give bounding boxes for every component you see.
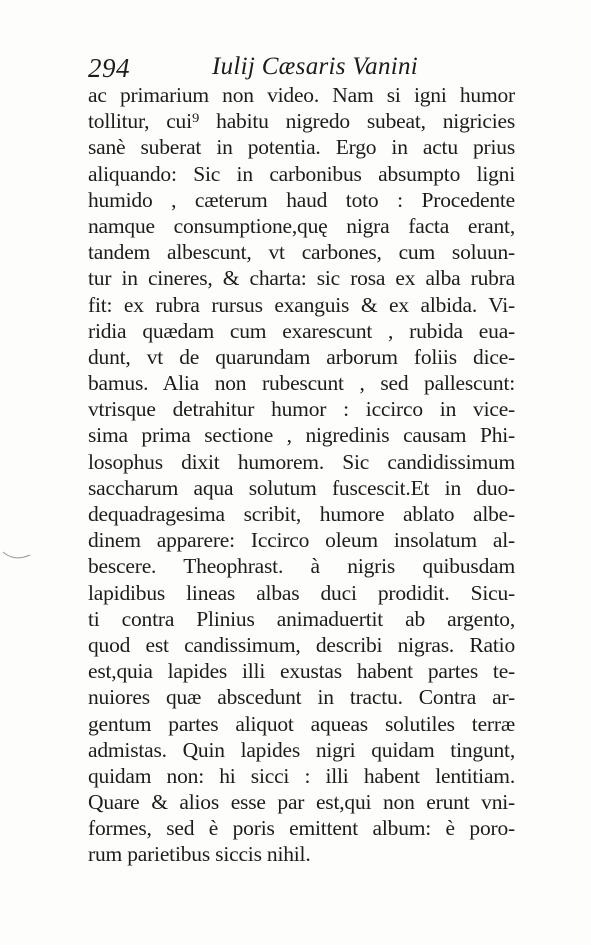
text-line: ac primarium non video. Nam si igni humor (88, 83, 515, 107)
text-line: losophus dixit humorem. Sic candidissimum (88, 449, 515, 474)
margin-stain-mark (2, 548, 32, 562)
text-line: tandem albescunt, vt carbones, cum soluun- (88, 240, 515, 265)
text-line: sima prima sectione , nigredinis causam Phi- (88, 423, 515, 448)
text-line: aliquando: Sic in carbonibus absumpto ligni (88, 161, 515, 186)
text-line: admistas. Quin lapides nigri quidam tingunt, (88, 737, 515, 762)
text-line: vtrisque detrahitur humor : iccirco in vice- (88, 397, 515, 422)
text-line: fit: ex rubra rursus exanguis & ex albida. Vi- (88, 292, 515, 317)
text-line: formes, sed è poris emittent album: è poro- (88, 816, 515, 841)
text-line: tollitur, cui⁹ habitu nigredo subeat, nigricies (88, 109, 515, 134)
text-line: namque consumptione,quę nigra facta erant, (88, 213, 515, 238)
text-line: ti contra Plinius animaduertit ab argento, (88, 606, 515, 631)
text-line: ridia quædam cum exarescunt , rubida eua- (88, 318, 515, 343)
text-line: dinem apparere: Iccirco oleum insolatum al- (88, 528, 515, 553)
text-line: bescere. Theophrast. à nigris quibusdam (88, 554, 515, 579)
text-line: Quare & alios esse par est,qui non erunt vni- (88, 790, 515, 815)
text-line: lapidibus lineas albas duci prodidit. Sicu- (88, 580, 515, 605)
text-line: dequadragesima scribit, humore ablato albe- (88, 502, 515, 526)
text-line: tur in cineres, & charta: sic rosa ex alba rubra (88, 266, 515, 291)
text-line: quod est candissimum, describi nigras. Ratio (88, 632, 515, 657)
text-line: quidam non: hi sicci : illi habent lentitiam. (88, 763, 515, 788)
text-line: sanè suberat in potentia. Ergo in actu prius (88, 135, 515, 160)
text-line: est,quia lapides illi exustas habent partes te- (88, 659, 515, 684)
text-line: humido , cæterum haud toto : Procedente (88, 187, 515, 212)
text-line: bamus. Alia non rubescunt , sed pallescunt: (88, 371, 515, 396)
text-line: gentum partes aliquot aqueas solutiles terræ (88, 711, 515, 736)
page-number: 294 (88, 53, 130, 83)
text-line: rum parietibus siccis nihil. (88, 842, 311, 867)
text-line: nuiores quæ abscedunt in tractu. Contra ar- (88, 685, 515, 710)
body-text (88, 82, 515, 868)
text-line: saccharum aqua solutum fuscescit.Et in duo- (88, 475, 515, 500)
text-line: dunt, vt de quarundam arborum foliis dice- (88, 344, 515, 369)
running-head: Iulij Cæsaris Vanini (212, 53, 419, 80)
